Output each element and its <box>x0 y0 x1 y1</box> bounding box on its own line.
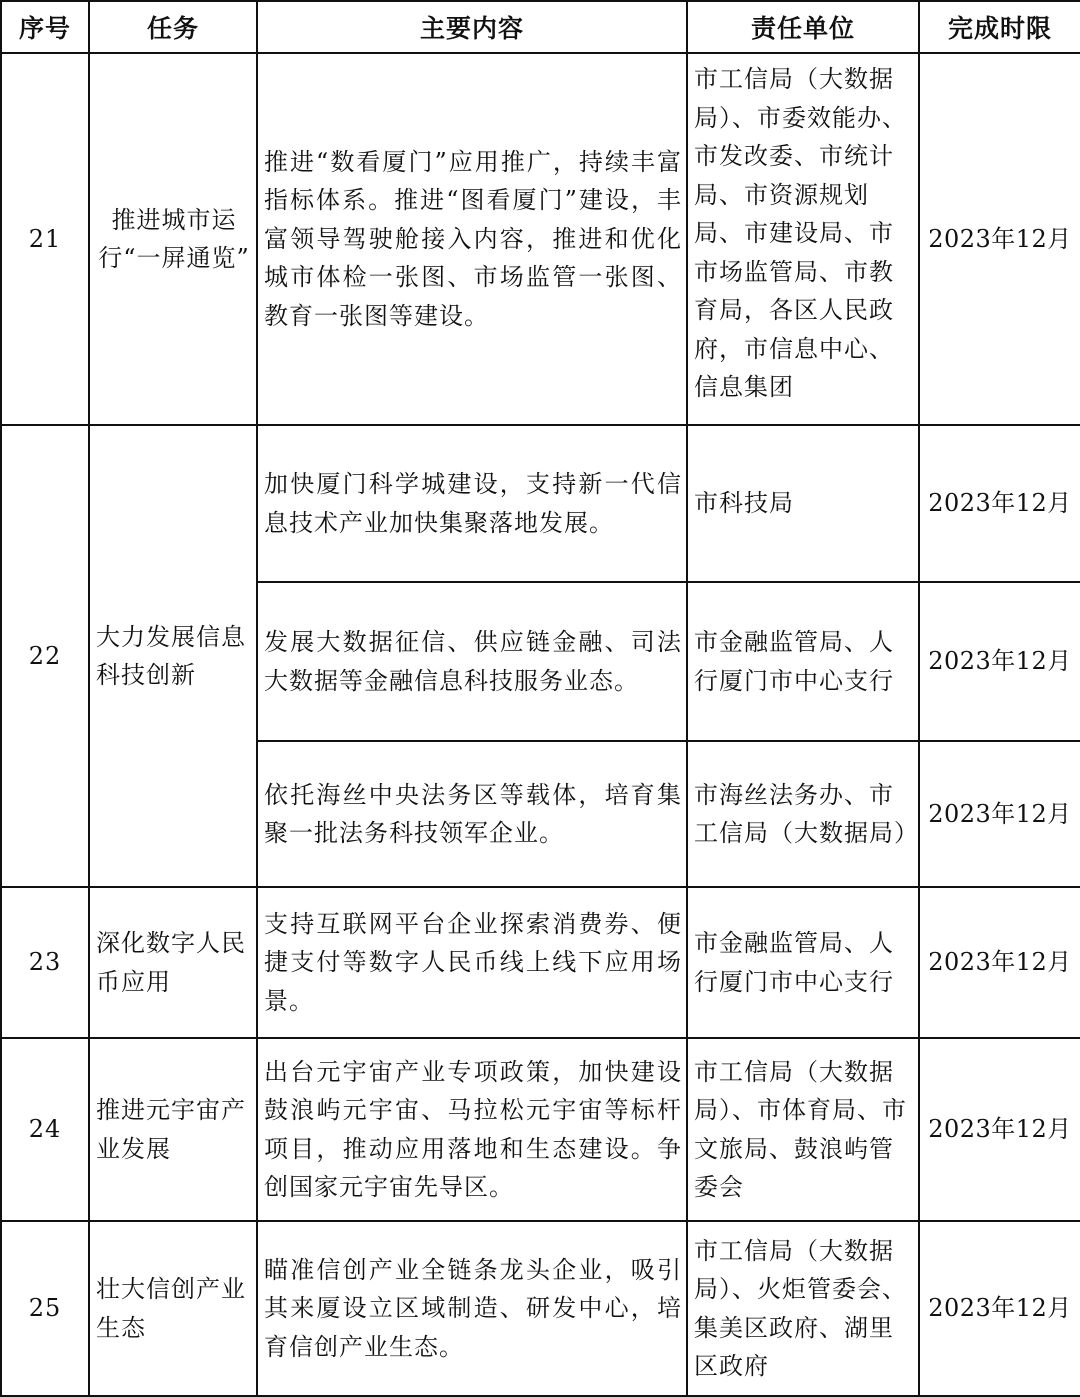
row-content: 依托海丝中央法务区等载体，培育集聚一批法务科技领军企业。 <box>257 741 687 887</box>
row-content: 支持互联网平台企业探索消费券、便捷支付等数字人民币线上线下应用场景。 <box>257 887 687 1038</box>
row-unit: 市工信局（大数据局）、火炬管委会、集美区政府、湖里区政府 <box>687 1221 919 1396</box>
row-no: 25 <box>1 1221 89 1396</box>
row-content: 加快厦门科学城建设，支持新一代信息技术产业加快集聚落地发展。 <box>257 425 687 582</box>
row-deadline: 2023年12月 <box>919 1221 1080 1396</box>
row-content: 推进“数看厦门”应用推广，持续丰富指标体系。推进“图看厦门”建设，丰富领导驾驶舱接入内容，推进和优化城市体检一张图、市场监管一张图、教育一张图等建设。 <box>257 53 687 425</box>
row-unit: 市金融监管局、人行厦门市中心支行 <box>687 582 919 741</box>
row-deadline: 2023年12月 <box>919 741 1080 887</box>
header-unit: 责任单位 <box>687 1 919 53</box>
row-task: 深化数字人民币应用 <box>89 887 257 1038</box>
header-content: 主要内容 <box>257 1 687 53</box>
row-task: 大力发展信息科技创新 <box>89 425 257 887</box>
table-row <box>1 887 1080 1038</box>
row-no: 21 <box>1 53 89 425</box>
row-unit: 市海丝法务办、市工信局（大数据局） <box>687 741 919 887</box>
table-row <box>1 1221 1080 1396</box>
row-unit: 市科技局 <box>687 425 919 582</box>
row-content: 发展大数据征信、供应链金融、司法大数据等金融信息科技服务业态。 <box>257 582 687 741</box>
row-unit: 市工信局（大数据局）、市体育局、市文旅局、鼓浪屿管委会 <box>687 1038 919 1221</box>
row-task: 推进城市运行“一屏通览” <box>89 53 257 425</box>
row-deadline: 2023年12月 <box>919 425 1080 582</box>
row-unit: 市金融监管局、人行厦门市中心支行 <box>687 887 919 1038</box>
header-deadline: 完成时限 <box>919 1 1080 53</box>
table-row <box>1 53 1080 425</box>
row-no: 22 <box>1 425 89 887</box>
table-row <box>1 1038 1080 1221</box>
row-content: 瞄准信创产业全链条龙头企业，吸引其来厦设立区域制造、研发中心，培育信创产业生态。 <box>257 1221 687 1396</box>
row-deadline: 2023年12月 <box>919 53 1080 425</box>
header-task: 任务 <box>89 1 257 53</box>
row-deadline: 2023年12月 <box>919 887 1080 1038</box>
row-deadline: 2023年12月 <box>919 582 1080 741</box>
header-row <box>1 1 1080 53</box>
table-row <box>1 425 1080 582</box>
row-task: 壮大信创产业生态 <box>89 1221 257 1396</box>
row-no: 24 <box>1 1038 89 1221</box>
row-unit: 市工信局（大数据局）、市委效能办、市发改委、市统计局、市资源规划局、市建设局、市市场监管局、市教育局，各区人民政府，市信息中心、信息集团 <box>687 53 919 425</box>
header-no: 序号 <box>1 1 89 53</box>
row-content: 出台元宇宙产业专项政策，加快建设鼓浪屿元宇宙、马拉松元宇宙等标杆项目，推动应用落地和生态建设。争创国家元宇宙先导区。 <box>257 1038 687 1221</box>
row-deadline: 2023年12月 <box>919 1038 1080 1221</box>
row-no: 23 <box>1 887 89 1038</box>
row-task: 推进元宇宙产业发展 <box>89 1038 257 1221</box>
